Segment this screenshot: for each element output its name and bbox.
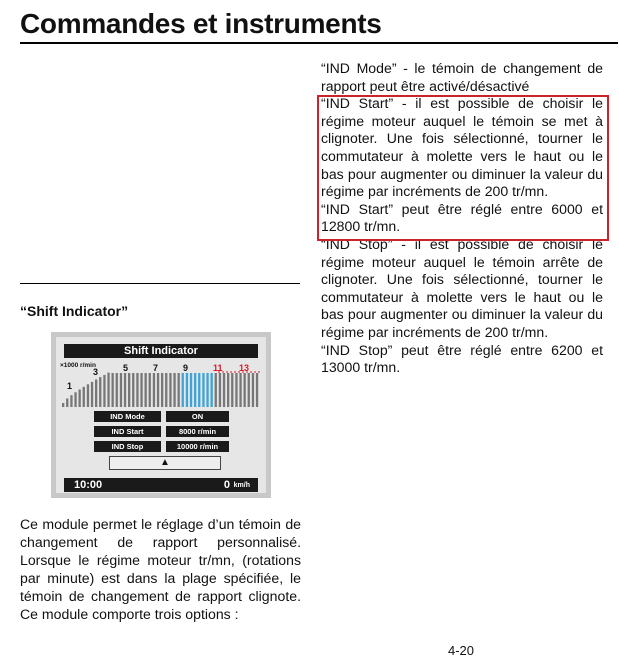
status-bar [64, 478, 258, 492]
tach-bar [178, 373, 180, 407]
ind-stop-label: IND Stop [94, 441, 161, 452]
tach-bar [161, 373, 163, 407]
ind-stop-value: 10000 r/min [166, 441, 229, 452]
tach-bar [136, 373, 138, 407]
tach-bar [116, 373, 118, 407]
section-rule [20, 283, 300, 284]
scale-label: 11 [213, 363, 223, 373]
tach-bar [74, 392, 76, 407]
module-description: Ce module permet le réglage d’un témoin de changement de rapport personnalisé. Lorsque le régime moteur tr/mn, (rotations par minute) est dans la plage spécifiée, le témoin de changement de rapport clignote. Ce module comporte trois options : [20, 516, 301, 622]
tach-bar [95, 380, 97, 408]
tach-bar [206, 373, 208, 407]
tach-bar [66, 399, 68, 408]
clock: 10:00 [74, 479, 103, 491]
tach-bar [190, 373, 192, 407]
tach-bar [256, 373, 258, 407]
up-triangle-icon: ▲ [160, 457, 170, 468]
tach-bar [91, 382, 93, 407]
tach-bar [99, 377, 101, 407]
tach-bar [120, 373, 122, 407]
scale-label: 5 [123, 363, 129, 373]
tach-bar [107, 373, 109, 407]
scale-label: 3 [93, 367, 99, 377]
ind-start-paragraph: “IND Start” - il est possible de choisir le régime moteur auquel le témoin se met à clignoter. Une fois sélectionné, tourner le commutateur à molette vers le haut ou le bas pour augmenter ou diminuer la valeur du régime par incréments de 200 tr/mn. [321, 95, 603, 200]
ind-mode-paragraph: “IND Mode” - le témoin de changement de rapport peut être activé/désactivé [321, 60, 603, 94]
tach-bar [153, 373, 155, 407]
ind-start-label: IND Start [94, 426, 161, 437]
tach-bar [202, 373, 204, 407]
display-screen [56, 337, 266, 493]
tach-bar [231, 373, 233, 407]
tach-bar [103, 375, 105, 407]
tach-bar [132, 373, 134, 407]
ind-start-range-paragraph: “IND Start” peut être réglé entre 6000 et 12800 tr/mn. [321, 200, 603, 235]
ind-mode-label: IND Mode [94, 411, 161, 422]
screen-title: Shift Indicator [64, 344, 258, 358]
tach-bar [227, 373, 229, 407]
tach-bar [165, 373, 167, 407]
tach-bar [145, 373, 147, 407]
tach-bar [186, 373, 188, 407]
tach-bar [128, 373, 130, 407]
scroll-up-button [109, 456, 221, 470]
tach-bar [169, 373, 171, 407]
tach-bar [173, 373, 175, 407]
tach-bar [215, 373, 217, 407]
tach-bar [62, 403, 64, 407]
scale-label: 9 [183, 363, 189, 373]
tach-bar [70, 395, 72, 407]
tach-bar [140, 373, 142, 407]
scale-label: 1 [67, 381, 73, 391]
tach-bar [252, 373, 254, 407]
tach-bar [198, 373, 200, 407]
tach-bar [112, 373, 114, 407]
tach-bar [79, 390, 81, 408]
tach-bar [124, 373, 126, 407]
tach-bar [149, 373, 151, 407]
tach-bar [87, 384, 89, 407]
tach-bar [239, 373, 241, 407]
tach-bar [83, 387, 85, 407]
display-illustration [51, 332, 271, 498]
rpm-unit-label: ×1000 r/min [60, 362, 96, 369]
speed-value: 0 [223, 479, 230, 491]
tach-bar [219, 373, 221, 407]
ind-stop-paragraph: “IND Stop” - il est possible de choisir le régime moteur auquel le témoin arrête de clignoter. Une fois sélectionné, tourner le commutateur à molette vers le haut ou le bas pour augmenter ou diminuer la valeur du régime par incréments de 200 tr/mn. [321, 235, 603, 340]
tach-bar [248, 373, 250, 407]
page-number: 4-20 [448, 643, 475, 658]
tach-bar [244, 373, 246, 407]
tach-bar [211, 373, 213, 407]
ind-start-value: 8000 r/min [166, 426, 229, 437]
tach-bar [235, 373, 237, 407]
tach-bar [157, 373, 159, 407]
title-rule [20, 42, 618, 44]
tach-bar [223, 373, 225, 407]
scale-label: 7 [153, 363, 159, 373]
section-heading: “Shift Indicator” [20, 303, 129, 319]
ind-stop-range-paragraph: “IND Stop” peut être réglé entre 6200 et 13000 tr/mn. [321, 341, 603, 376]
ind-mode-value: ON [166, 411, 229, 422]
page-title: Commandes et instruments [20, 8, 382, 39]
speed-unit: km/h [233, 482, 250, 489]
tach-bar [182, 373, 184, 407]
scale-label: 13 [239, 363, 250, 373]
tach-bar [194, 373, 196, 407]
highlight-box [317, 95, 609, 241]
